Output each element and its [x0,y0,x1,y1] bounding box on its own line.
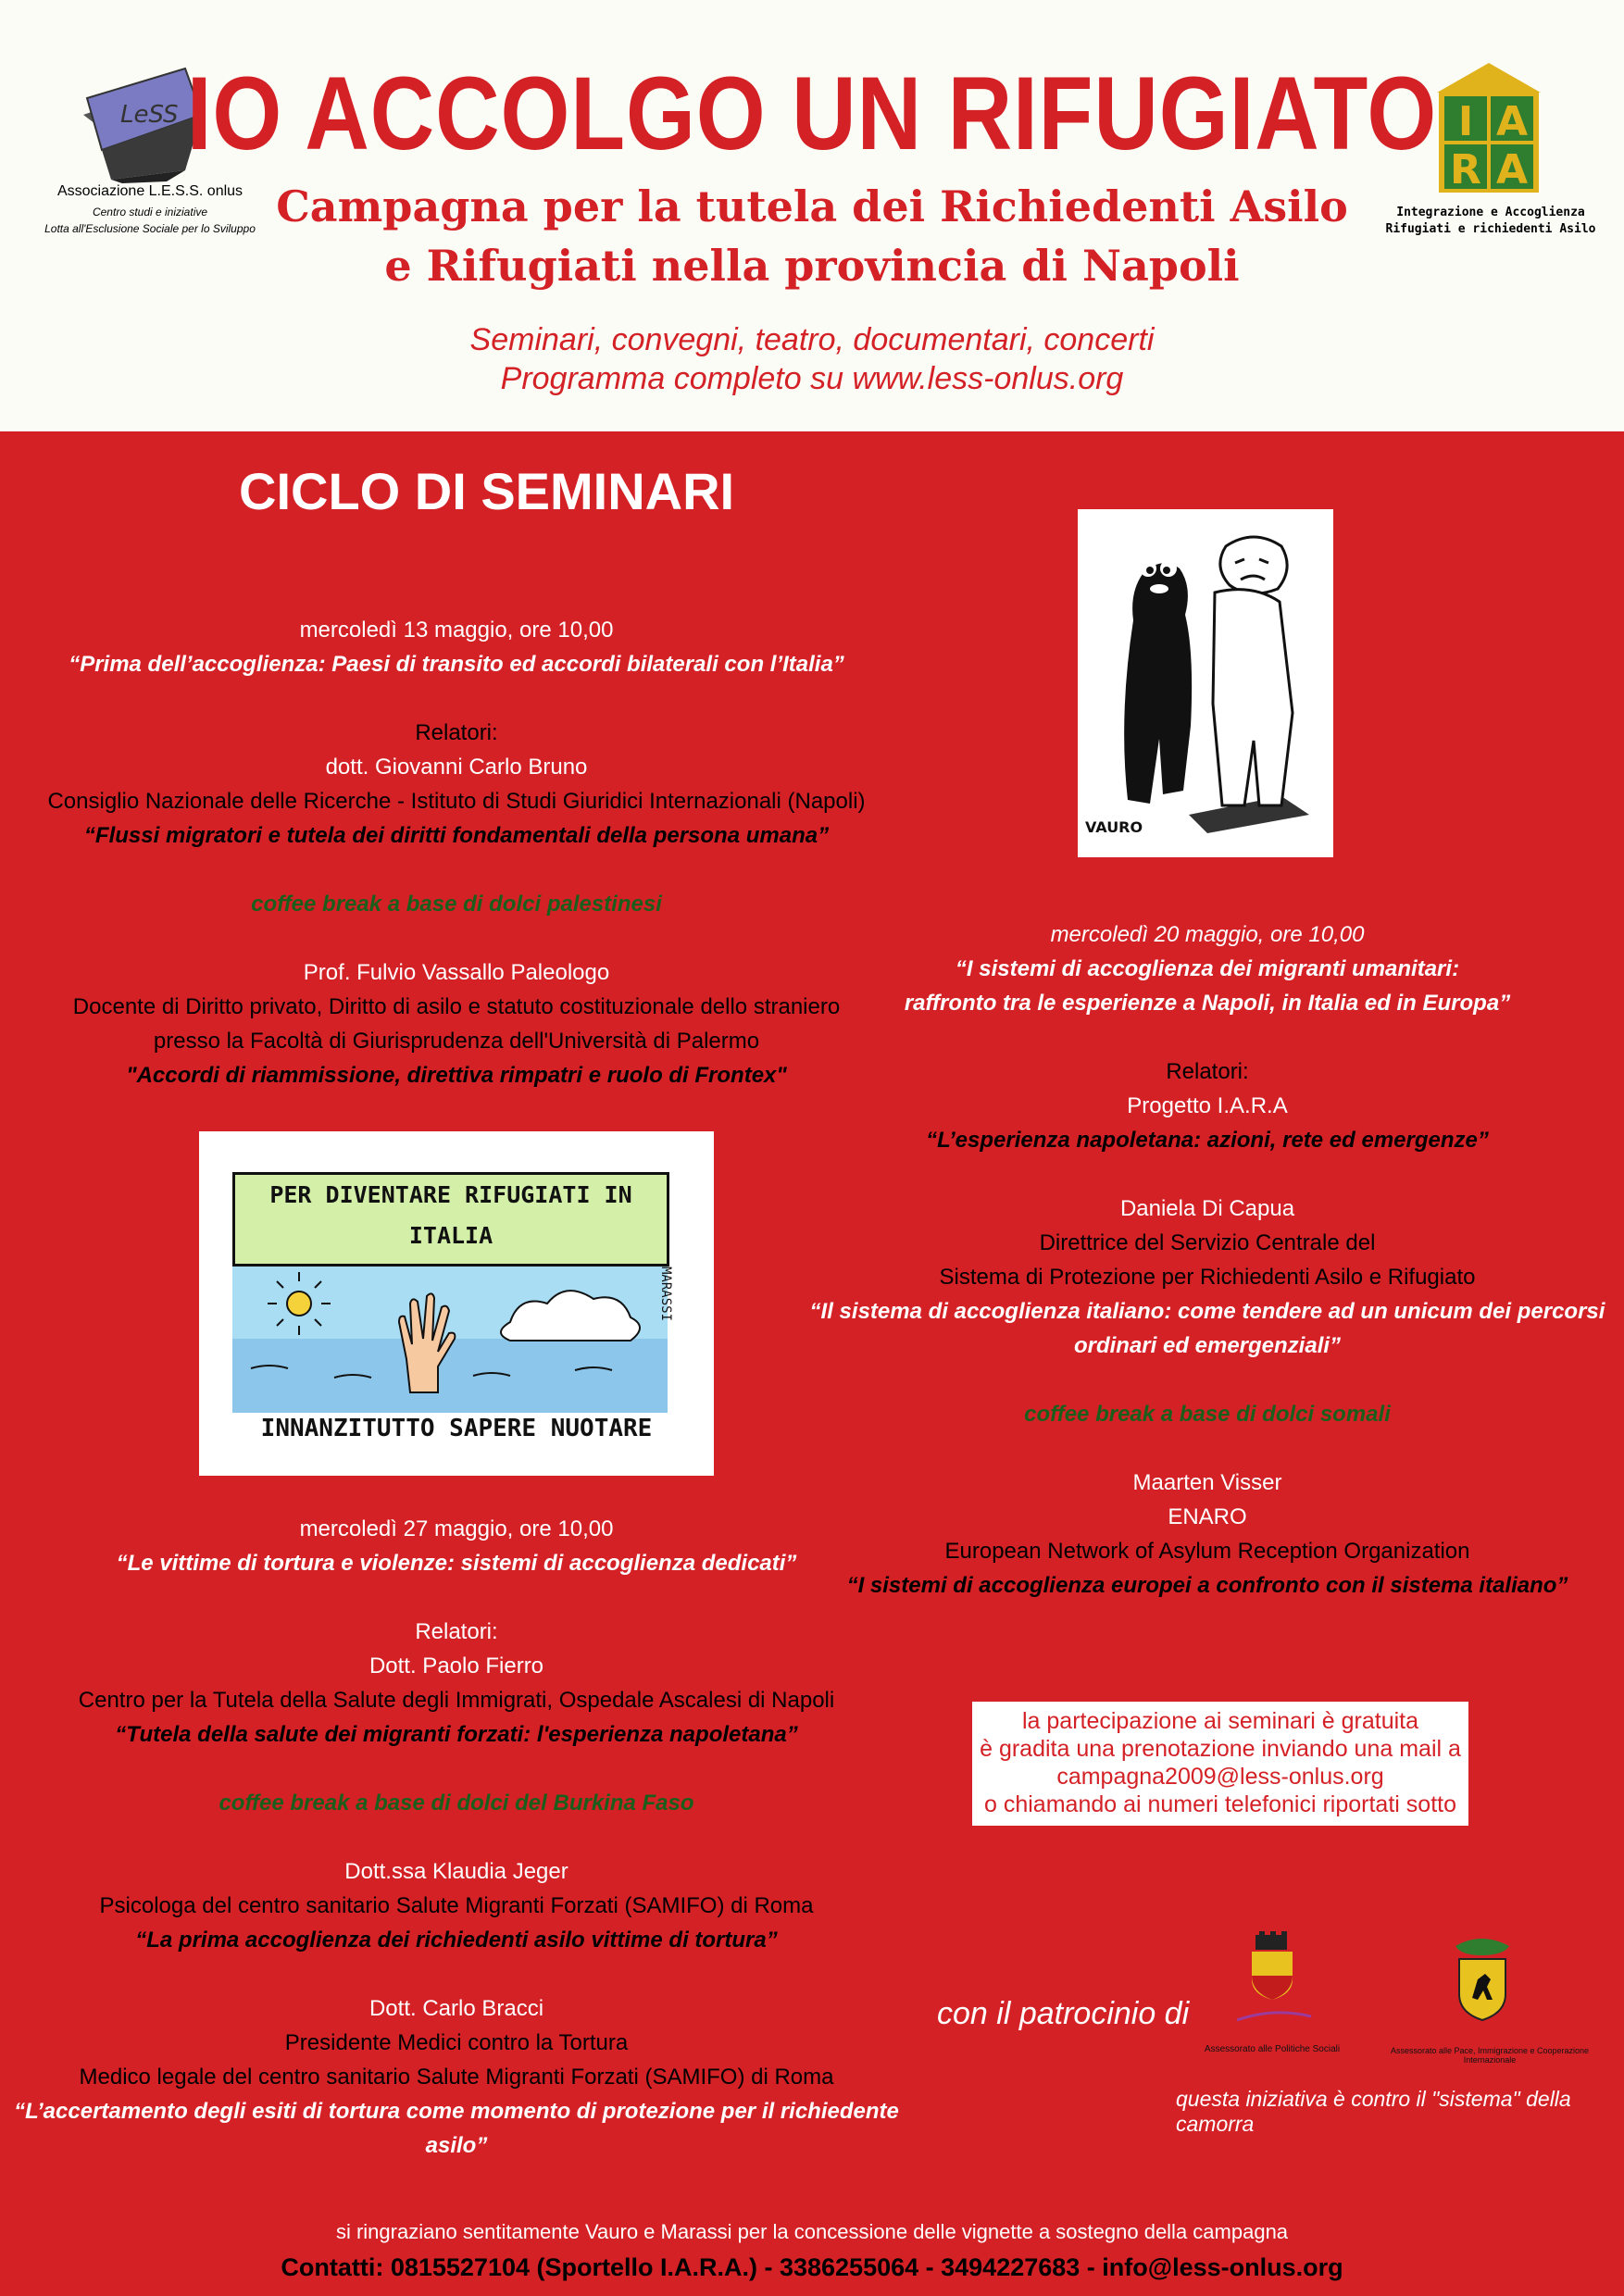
participation-notice [972,1702,1468,1826]
speaker-name: dott. Giovanni Carlo Bruno [325,755,588,780]
cartoon-signature: MARASSI [658,1267,673,1322]
speaker-name: Prof. Fulvio Vassallo Paleologo [303,960,610,985]
cartoon-caption-bottom: INNANZITUTTO SAPERE NUOTARE [260,1415,653,1442]
speaker-org: ENARO [1168,1504,1247,1529]
speaker-role: Psicologa del centro sanitario Salute Migranti Forzati (SAMIFO) di Roma [99,1893,814,1918]
cartoon-caption-top1: PER DIVENTARE RIFUGIATI IN ITALIA [269,1181,632,1249]
seminar-date: mercoledì 13 maggio, ore 10,00 [299,618,614,643]
svg-text:I: I [1457,98,1474,145]
tagline-line2: Programma completo su www.less-onlus.org [500,361,1124,396]
svg-text:A: A [1495,146,1529,193]
less-org-name: Associazione L.E.S.S. onlus [56,183,244,199]
vauro-cartoon [1078,509,1333,857]
section-title: CICLO DI SEMINARI [239,462,735,520]
notice-email: campagna2009@less-onlus.org [1056,1764,1384,1790]
seminar-date: mercoledì 27 maggio, ore 10,00 [299,1516,614,1541]
coffee-break: coffee break a base di dolci del Burkina Faso [219,1791,694,1816]
speaker-role: Presidente Medici contro la Tortura [284,2030,629,2055]
subtitle-line2: e Rifugiati nella provincia di Napoli [384,241,1240,291]
relatori-label: Relatori: [1166,1059,1249,1084]
relatori-label: Relatori: [415,1619,498,1644]
less-org-line2: Lotta all'Esclusione Sociale per lo Sviluppo [44,222,256,235]
drowning-hand-icon [232,1267,668,1413]
marassi-cartoon [199,1131,714,1476]
tagline-line1: Seminari, convegni, teatro, documentari, concerti [469,322,1155,357]
relatori-label: Relatori: [415,720,498,745]
cartoon-caption-box [232,1172,669,1267]
patrocinio-label: con il patrocinio di [937,1996,1190,2031]
provincia-napoli-crest-icon [1450,1933,1515,2035]
speaker-role: Consiglio Nazionale delle Ricerche - Istituto di Studi Giuridici Internazionali (Napoli) [47,789,866,814]
iara-caption-line1: Integrazione e Accoglienza [1396,206,1585,219]
speaker-name: Progetto I.A.R.A [1127,1093,1288,1118]
page-title: IO ACCOLGO UN RIFUGIATO [186,56,1438,171]
seminar-27-maggio [0,1512,913,2163]
speaker-talk: “L’accertamento degli esiti di tortura come momento di protezione per il richiedente asilo” [14,2099,899,2158]
vauro-figures-icon [1078,509,1333,857]
seminar-20-maggio [791,917,1624,1603]
seminar-date: mercoledì 20 maggio, ore 10,00 [1050,922,1365,947]
speaker-role: Direttrice del Servizio Centrale del [1039,1230,1376,1255]
speaker-talk: ordinari ed emergenziali” [1073,1333,1342,1358]
speaker-role: Centro per la Tutela della Salute degli Immigrati, Ospedale Ascalesi di Napoli [78,1688,835,1713]
seminar-title: raffronto tra le esperienze a Napoli, in Italia ed in Europa” [904,991,1511,1016]
speaker-name: Maarten Visser [1132,1470,1282,1495]
speaker-role: Medico legale del centro sanitario Salute Migranti Forzati (SAMIFO) di Roma [79,2065,834,2090]
notice-line2: è gradita una prenotazione inviando una mail a [980,1736,1461,1762]
speaker-talk: “La prima accoglienza dei richiedenti asilo vittime di tortura” [135,1928,778,1953]
speaker-talk: “Tutela della salute dei migranti forzati: l'esperienza napoletana” [115,1722,798,1747]
vauro-signature: VAURO [1085,818,1143,836]
speaker-talk: "Accordi di riammissione, direttiva rimpatri e ruolo di Frontex" [126,1063,787,1088]
speaker-talk: “L’esperienza napoletana: azioni, rete ed emergenze” [926,1128,1489,1153]
svg-text:A: A [1495,98,1529,145]
speaker-name: Dott.ssa Klaudia Jeger [344,1859,568,1884]
coffee-break: coffee break a base di dolci somali [1024,1402,1391,1427]
iara-caption-line2: Rifugiati e richiedenti Asilo [1385,222,1596,236]
anti-camorra-statement: questa iniziativa è contro il "sistema" della camorra [1176,2087,1571,2136]
comune-napoli-crest-icon [1237,1931,1313,2033]
speaker-talk: “Flussi migratori e tutela dei diritti fondamentali della persona umana” [83,823,830,848]
notice-line4: o chiamando ai numeri telefonici riportati sotto [984,1791,1456,1817]
speaker-name: Daniela Di Capua [1119,1196,1295,1221]
speaker-role: Sistema di Protezione per Richiedenti Asilo e Rifugiato [939,1265,1476,1290]
svg-text:LeSS: LeSS [120,101,179,129]
patrocinio-logo2-caption: Assessorato alle Pace, Immigrazione e Cooperazione Internazionale [1390,2046,1590,2065]
seminar-title: “Le vittime di tortura e violenze: sistemi di accoglienza dedicati” [116,1551,797,1576]
footer-contacts: Contatti: 0815527104 (Sportello I.A.R.A.) - 3386255064 - 3494227683 - info@less-onlus.org [281,2253,1343,2281]
seminar-13-maggio [0,613,913,1092]
less-org-line1: Centro studi e iniziative [92,206,208,218]
footer-thanks: si ringraziano sentitamente Vauro e Marassi per la concessione delle vignette a sostegno della campagna [335,2220,1289,2243]
patrocinio-logo1-caption: Assessorato alle Politiche Sociali [1204,2044,1341,2054]
seminar-title: “Prima dell’accoglienza: Paesi di transito ed accordi bilaterali con l’Italia” [69,652,844,677]
speaker-talk: “Il sistema di accoglienza italiano: come tendere ad un unicum dei percorsi [809,1299,1605,1324]
speaker-talk: “I sistemi di accoglienza europei a confronto con il sistema italiano” [846,1573,1568,1598]
speaker-name: Dott. Paolo Fierro [369,1653,544,1678]
subtitle-line1: Campagna per la tutela dei Richiedenti Asilo [276,181,1348,231]
speaker-name: Dott. Carlo Bracci [369,1996,544,2021]
seminar-title: “I sistemi di accoglienza dei migranti umanitari: [955,956,1460,981]
speaker-org-full: European Network of Asylum Reception Organization [944,1539,1470,1564]
coffee-break: coffee break a base di dolci palestinesi [251,892,662,917]
speaker-role: presso la Facoltà di Giurisprudenza dell'Università di Palermo [153,1029,760,1054]
speaker-role: Docente di Diritto privato, Diritto di asilo e statuto costituzionale dello straniero [72,994,841,1019]
svg-text:R: R [1450,146,1481,193]
notice-line1: la partecipazione ai seminari è gratuita [1021,1708,1418,1734]
